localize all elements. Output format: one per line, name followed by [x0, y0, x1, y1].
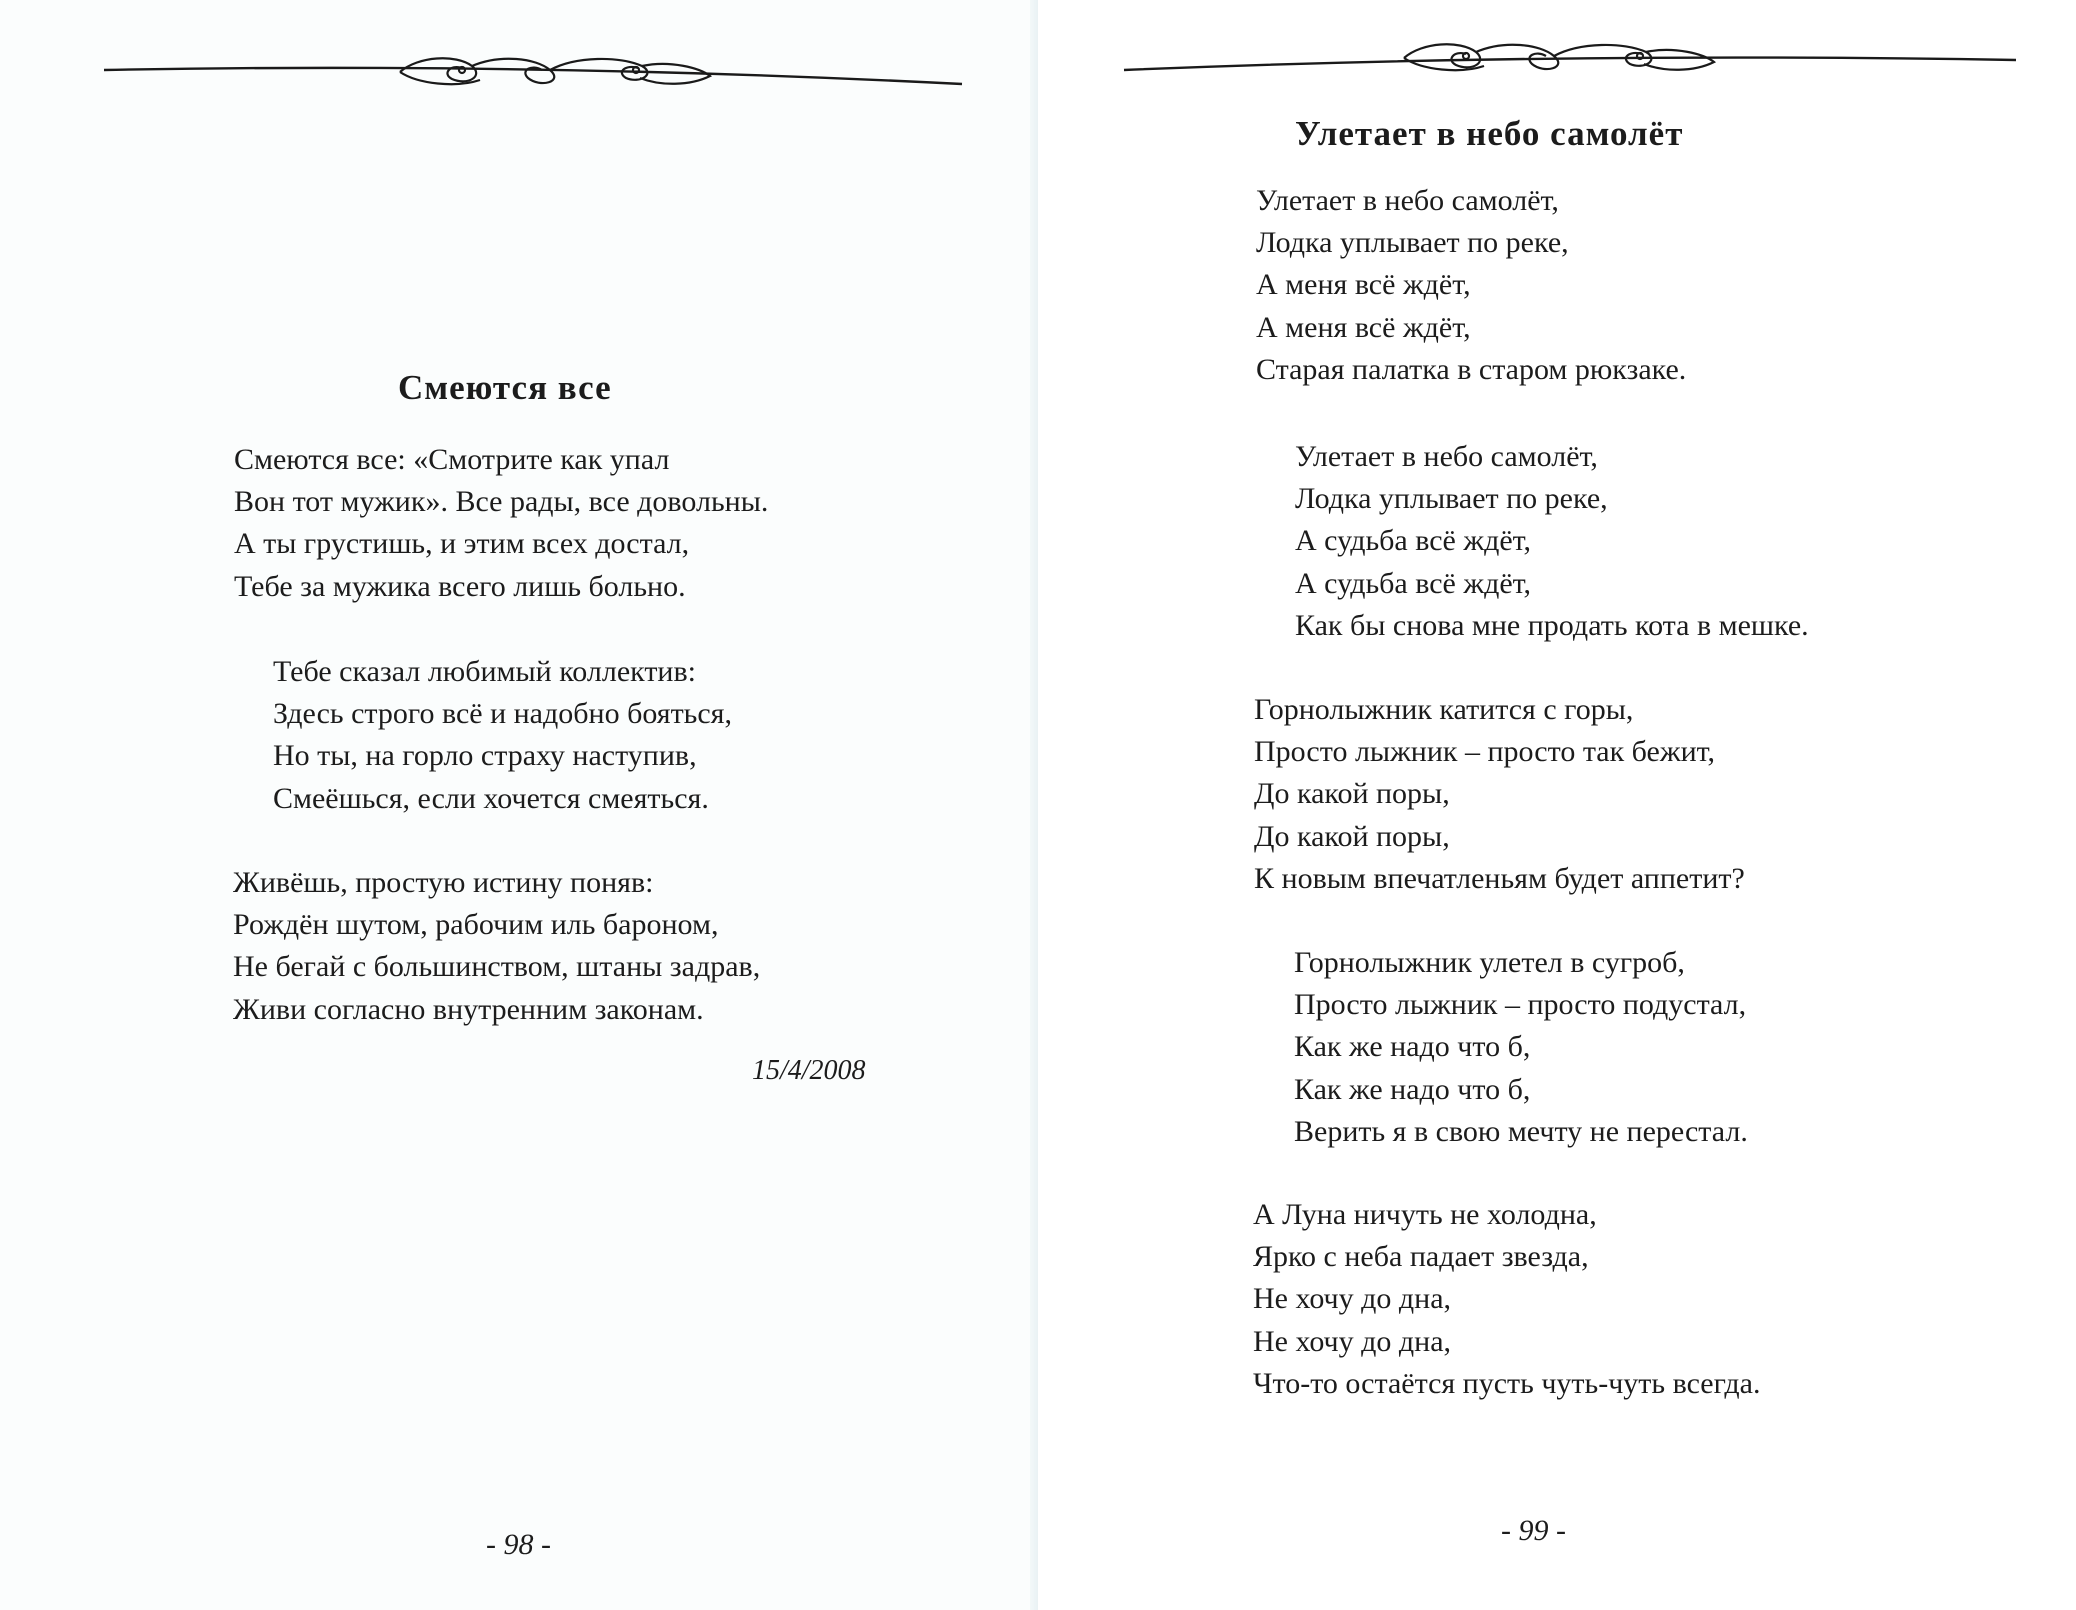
poem-line: Но ты, на горло страху наступив, [273, 739, 697, 773]
poem-line: Верить я в свою мечту не перестал. [1294, 1114, 1748, 1148]
page-number: - 98 - [486, 1528, 551, 1561]
poem-line: А меня всё ждёт, [1256, 268, 1471, 302]
poem-line: Улетает в небо самолёт, [1295, 440, 1598, 473]
stanza [1256, 180, 1686, 391]
poem-line: Лодка уплывает по реке, [1256, 226, 1569, 260]
stanza [234, 439, 768, 608]
poem-line: Как же надо что б, [1294, 1030, 1531, 1064]
poem-line: Просто лыжник – просто так бежит, [1254, 735, 1716, 769]
poem-line: Смеёшься, если хочется смеяться. [273, 781, 709, 815]
poem-line: Не хочу до дна, [1253, 1324, 1452, 1358]
header-ornament-right [1120, 34, 2020, 84]
poem-line: А судьба всё ждёт, [1295, 524, 1532, 558]
poem-line: До какой поры, [1254, 777, 1450, 811]
poem-line: Горнолыжник катится с горы, [1254, 693, 1634, 726]
poem-line: Как же надо что б, [1294, 1072, 1531, 1106]
right-page [1038, 0, 2076, 1610]
poem-line: А судьба всё ждёт, [1295, 566, 1532, 600]
header-ornament-left [100, 46, 970, 96]
poem-line: Ярко с неба падает звезда, [1253, 1240, 1589, 1274]
poem-line: А ты грустишь, и этим всех достал, [234, 527, 690, 561]
poem-line: А Луна ничуть не холодна, [1253, 1198, 1597, 1231]
poem-line: Старая палатка в старом рюкзаке. [1256, 352, 1687, 386]
stanza [273, 651, 732, 820]
stanza [1254, 689, 1745, 900]
stanza [1253, 1194, 1760, 1405]
poem-line: Вон тот мужик». Все рады, все довольны. [234, 485, 769, 519]
page-number: - 99 - [1501, 1514, 1566, 1547]
poem-line: Просто лыжник – просто подустал, [1294, 988, 1747, 1022]
poem-line: Горнолыжник улетел в сугроб, [1294, 946, 1685, 979]
poem-line: Что-то остаётся пусть чуть-чуть всегда. [1253, 1366, 1761, 1400]
poem-line: Не хочу до дна, [1253, 1282, 1452, 1316]
poem-line: Здесь строго всё и надобно бояться, [273, 697, 732, 731]
poem-line: Лодка уплывает по реке, [1295, 482, 1608, 516]
poem-line: Рождён шутом, рабочим иль бароном, [233, 908, 719, 942]
poem-line: Смеются все: «Смотрите как упал [234, 443, 670, 476]
poem-line: До какой поры, [1254, 819, 1450, 853]
poem-line: А меня всё ждёт, [1256, 310, 1471, 344]
poem-line: К новым впечатленьям будет аппетит? [1254, 861, 1745, 895]
stanza [233, 862, 760, 1031]
stanza [1294, 942, 1748, 1153]
poem-title: Смеются все [398, 368, 612, 407]
poem-line: Живи согласно внутренним законам. [233, 992, 704, 1026]
poem-line: Как бы снова мне продать кота в мешке. [1295, 608, 1809, 642]
poem-line: Живёшь, простую истину поняв: [233, 866, 654, 899]
poem-line: Тебе сказал любимый коллектив: [273, 655, 696, 688]
poem-line: Тебе за мужика всего лишь больно. [234, 569, 686, 603]
poem-line: Улетает в небо самолёт, [1256, 184, 1559, 217]
stanza [1295, 436, 1809, 647]
poem-title: Улетает в небо самолёт [1295, 114, 1684, 153]
poem-line: Не бегай с большинством, штаны задрав, [233, 950, 761, 984]
poem-date: 15/4/2008 [752, 1055, 866, 1086]
